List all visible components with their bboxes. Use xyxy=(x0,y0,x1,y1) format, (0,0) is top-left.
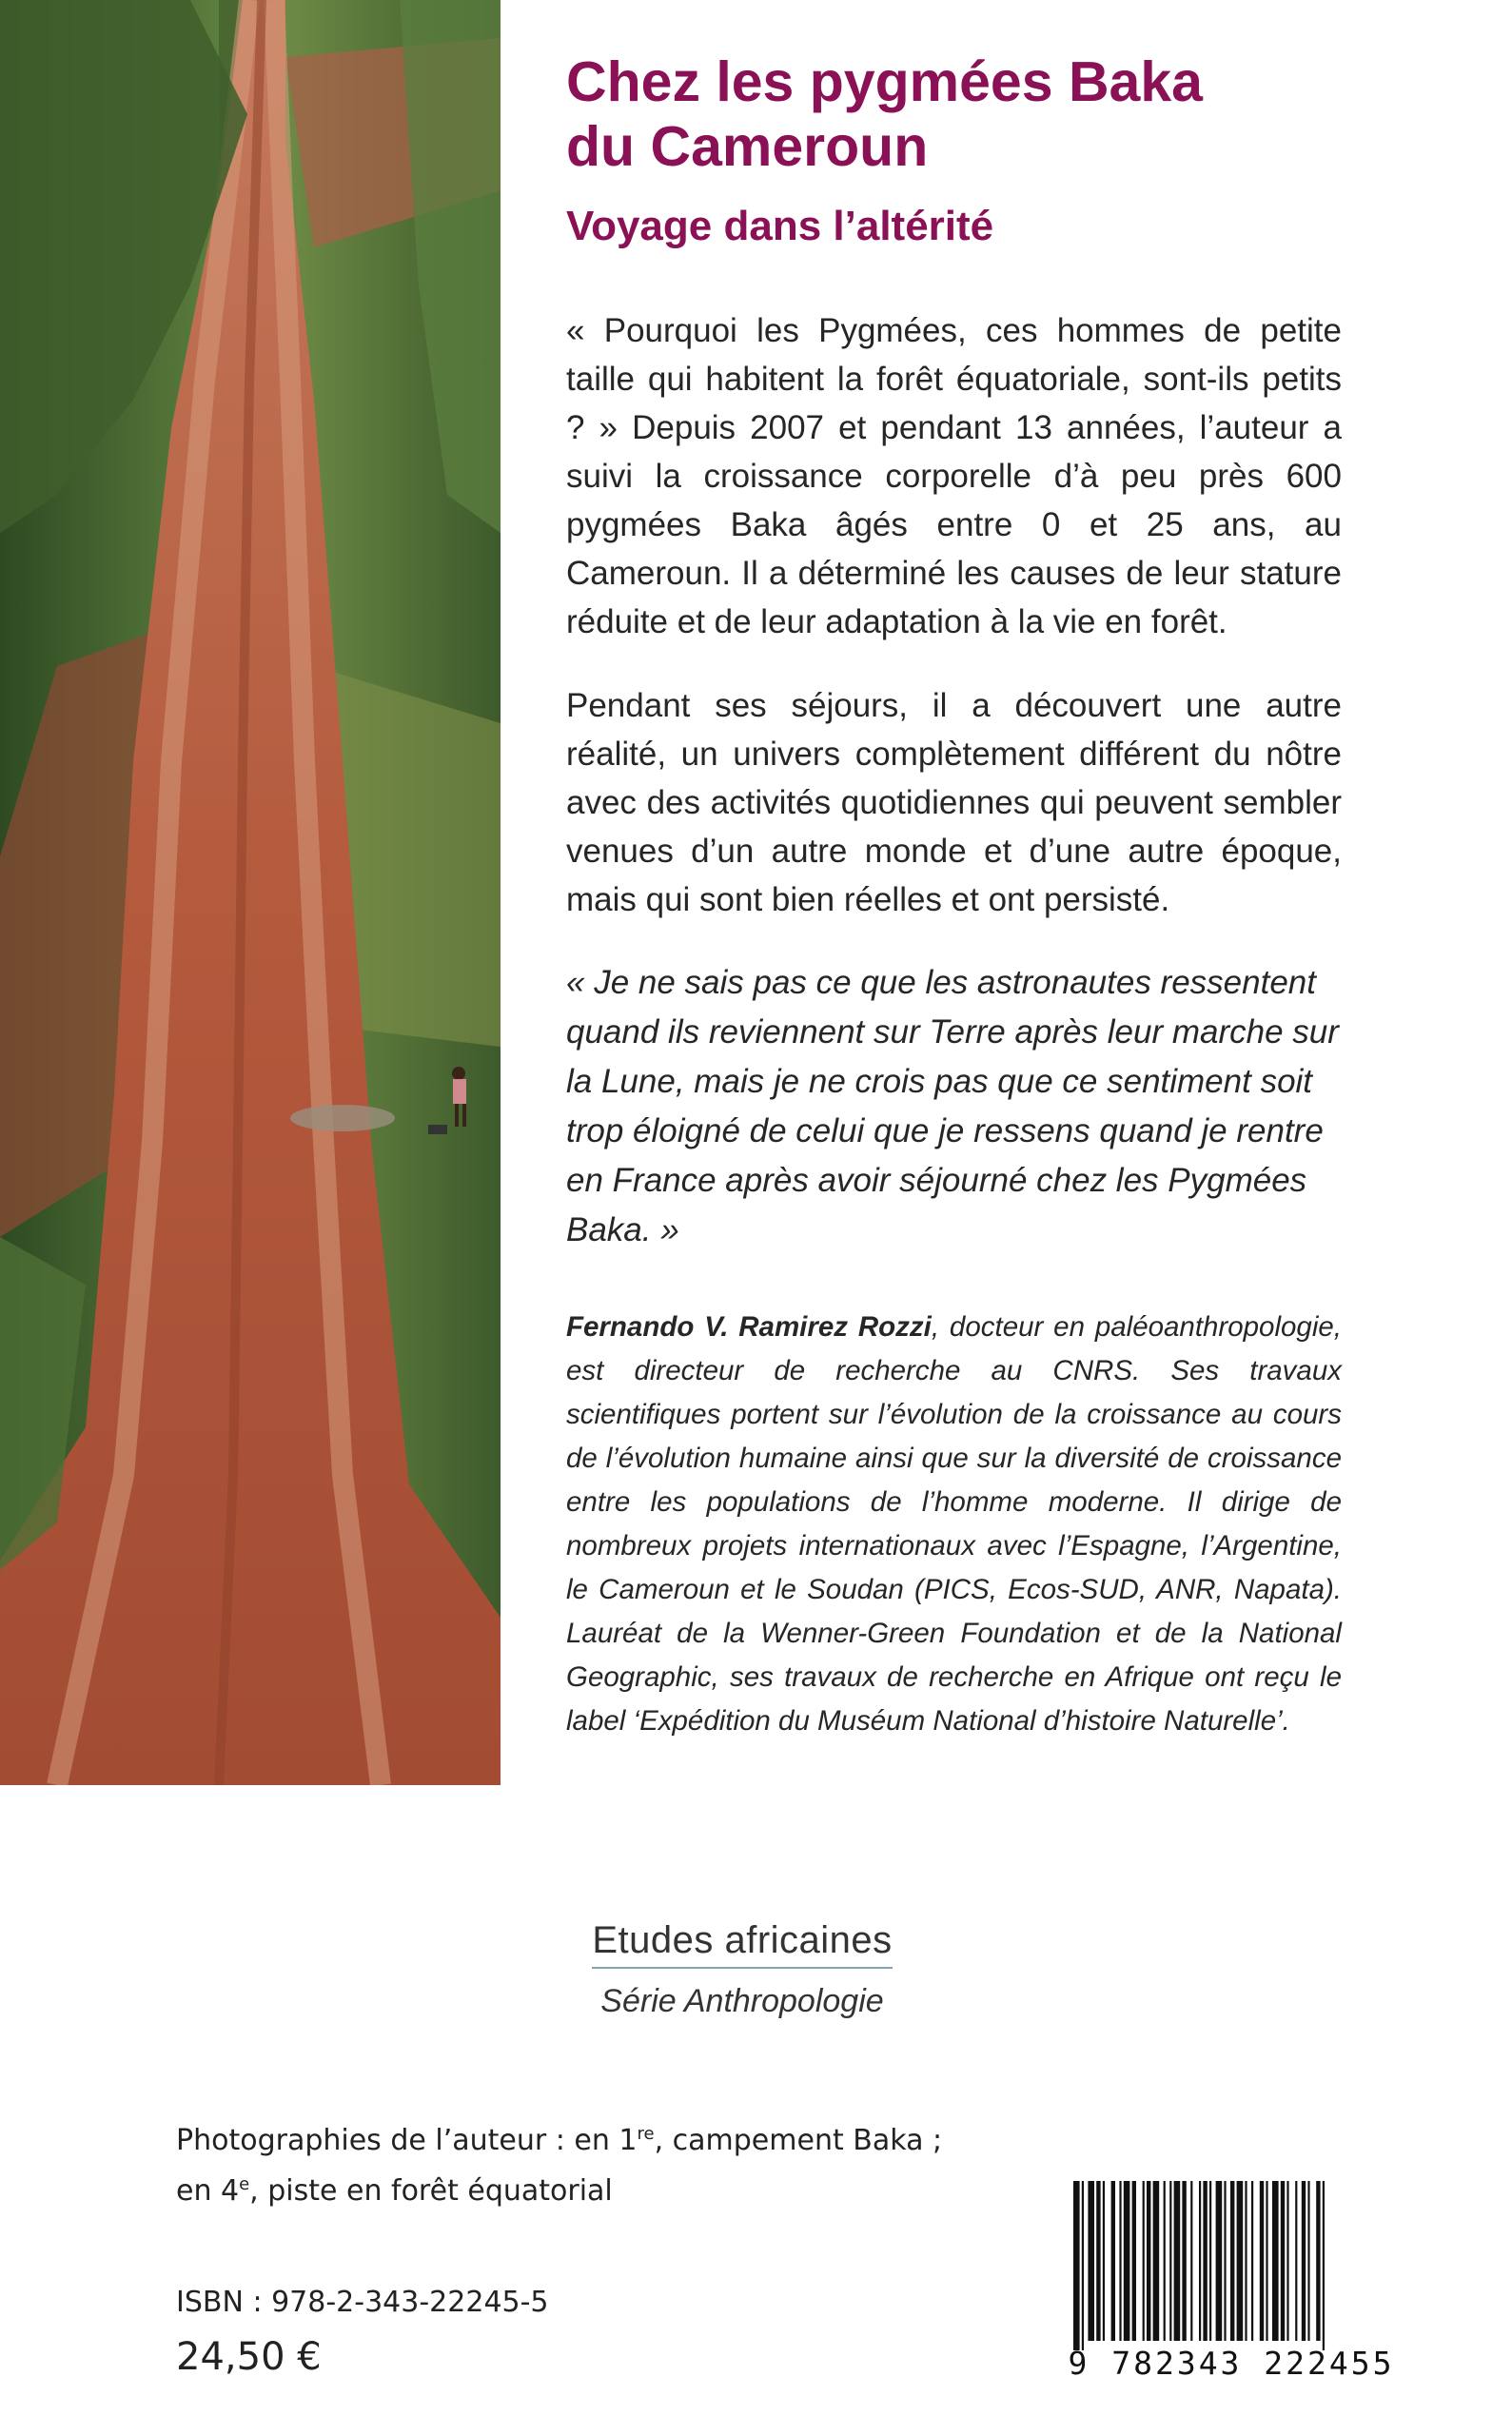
barcode-bar xyxy=(1286,2181,1288,2341)
barcode-bar xyxy=(1088,2181,1094,2341)
credits-line-2-b: , piste en forêt équatorial xyxy=(249,2174,613,2208)
barcode-bar xyxy=(1111,2181,1115,2341)
barcode-bar xyxy=(1245,2181,1247,2341)
credits-line-1 xyxy=(176,2112,1032,2163)
barcode-bar xyxy=(1103,2181,1105,2341)
blurb-paragraph-1: « Pourquoi les Pygmées, ces hommes de petite taille qui habitent la forêt équatoriale, sont-ils petits ? » Depuis 2007 et pendant 13 années, l’auteur a suivi la croissance corporelle d’à peu près 600 pygmées Baka âgés entre 0 et 25 ans, au Cameroun. Il a déterminé les causes de leur stature réduite et de leur adaptation à la vie en forêt. xyxy=(566,312,1342,640)
barcode-bar xyxy=(1230,2181,1234,2341)
author-bio xyxy=(566,1306,1342,1743)
barcode-bar xyxy=(1216,2181,1223,2341)
barcode-bar xyxy=(1132,2181,1136,2341)
author-name: Fernando V. Ramirez Rozzi xyxy=(566,1311,932,1343)
credits-line-1-a: Photographies de l’auteur : en 1 xyxy=(176,2124,638,2157)
collection-series: Série Anthropologie xyxy=(600,1983,884,2019)
isbn: ISBN : 978-2-343-22245-5 xyxy=(176,2286,549,2319)
barcode-bar xyxy=(1199,2181,1201,2341)
barcode-bar xyxy=(1266,2181,1267,2341)
barcode-bar xyxy=(1209,2181,1211,2341)
credits-line-2-a: en 4 xyxy=(176,2174,240,2208)
barcode-bar xyxy=(1307,2181,1309,2341)
barcode-bar xyxy=(1153,2181,1160,2341)
barcode-bar xyxy=(1302,2181,1306,2341)
barcode-bar xyxy=(1251,2181,1253,2341)
collection-block xyxy=(590,1917,894,2022)
barcode-bar xyxy=(1190,2181,1192,2341)
barcode-bar xyxy=(1174,2181,1181,2341)
barcode-digits: 9 782343 222455 xyxy=(1068,2345,1395,2382)
credits-line-2-sup: e xyxy=(239,2174,250,2194)
book-subtitle: Voyage dans l’altérité xyxy=(566,203,994,249)
barcode-bar xyxy=(1281,2181,1285,2341)
barcode-bar xyxy=(1073,2181,1080,2350)
barcode-bar xyxy=(1295,2181,1297,2341)
credits-line-2 xyxy=(176,2163,1032,2213)
barcode-bar xyxy=(1237,2181,1244,2341)
barcode-bar xyxy=(1224,2181,1226,2341)
barcode-bar xyxy=(1096,2181,1100,2341)
cover-photo-forest-road xyxy=(0,0,501,1785)
barcode-bar xyxy=(1169,2181,1171,2341)
forest-road-illustration xyxy=(0,0,501,1785)
credits-line-1-b: , campement Baka ; xyxy=(654,2124,943,2157)
barcode xyxy=(1045,2181,1418,2388)
collection-name: Etudes africaines xyxy=(592,1917,892,1969)
credits-line-1-sup: re xyxy=(637,2124,655,2144)
barcode-bar xyxy=(1147,2181,1150,2341)
blurb-paragraph-2: Pendant ses séjours, il a découvert une autre réalité, un univers complètement différent du nôtre avec des activités quotidiennes qui peuvent sembler venues d’un autre monde et d’une autre époque, mais qui sont bien réelles et ont persisté. xyxy=(566,687,1342,918)
barcode-bar xyxy=(1119,2181,1121,2341)
author-bio-text: , docteur en paléoanthropologie, est directeur de recherche au CNRS. Ses travaux scientifiques portent sur l’évolution de la croissance au cours de l’évolution humaine ainsi que sur la diversité de croissance entre les populations de l’homme moderne. Il dirige de nombreux projets internationaux avec l’Espagne, l’Argentine, le Cameroun et le Soudan (PICS, Ecos-SUD, ANR, Napata). Lauréat de la Wenner-Green Foundation et de la National Geographic, ses travaux de recherche en Afrique ont reçu le label ‘Expédition du Muséum National d’histoire Naturelle’. xyxy=(566,1311,1342,1737)
photo-credits xyxy=(176,2112,1032,2213)
barcode-bar xyxy=(1323,2181,1325,2350)
barcode-bar xyxy=(1082,2181,1084,2350)
barcode-bar xyxy=(1203,2181,1207,2341)
barcode-bar xyxy=(1143,2181,1145,2341)
barcode-bar xyxy=(1316,2181,1320,2341)
barcode-bar xyxy=(1124,2181,1130,2341)
barcode-bars xyxy=(1045,2181,1418,2352)
price: 24,50 € xyxy=(176,2335,322,2379)
barcode-bar xyxy=(1182,2181,1186,2341)
barcode-bar xyxy=(1164,2181,1166,2341)
author-quote: « Je ne sais pas ce que les astronautes ressentent quand ils reviennent sur Terre après leur marche sur la Lune, mais je ne crois pas que ce sentiment soit trop éloigné de celui que je ressens quand je rentre en France après avoir séjourné chez les Pygmées Baka. » xyxy=(566,964,1339,1248)
barcode-bar xyxy=(1272,2181,1279,2341)
barcode-bar xyxy=(1260,2181,1264,2341)
book-title: Chez les pygmées Baka du Cameroun xyxy=(566,50,1203,178)
